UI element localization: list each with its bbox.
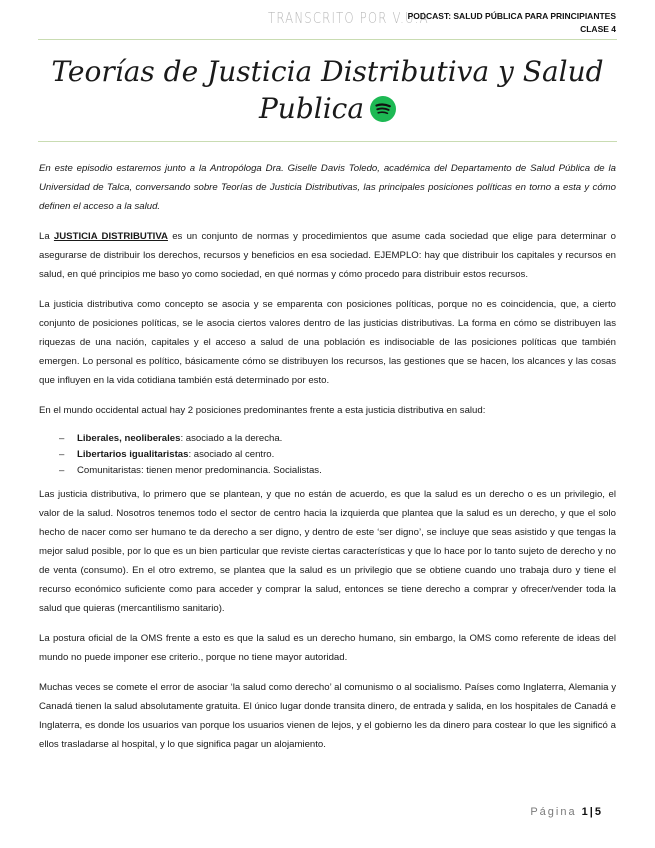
header-divider bbox=[38, 39, 617, 40]
definition-text: es un conjunto de normas y procedimientos que asume cada sociedad que elige para determinar o asegurarse de distribuir los derechos, recursos y beneficios en esa sociedad. EJEMPLO: hay que distribuir los capitales y recursos en salud, en qué principios me baso yo como sociedad, en qué normas y cómo procedo para distribuir estos recursos. bbox=[39, 231, 617, 280]
list-item-text: Comunitaristas: tienen menor predominancia. Socialistas. bbox=[77, 465, 322, 476]
spotify-icon bbox=[370, 96, 396, 122]
transcriber-credit: TRANSCRITO POR V.U.A bbox=[268, 9, 429, 27]
title-line-2 bbox=[38, 90, 617, 127]
list-dash: – bbox=[59, 449, 65, 460]
page-total: 5 bbox=[594, 806, 603, 818]
examples-paragraph: Muchas veces se comete el error de asociar ‘la salud como derecho’ al comunismo o al socialismo. Países como Inglaterra, Alemania y Canadá tienen la salud absolutamente gratuita. El único lugar donde transita dinero, de entrada y salida, en los hospitales de Canadá e Inglaterra, es donde los usuarios van porque los usuarios vienen de lejos, y el gobierno les da dinero para costear lo que les significó a ellos trasladarse al hospital, y lo que significa pagar un alojamiento. bbox=[39, 682, 616, 750]
list-dash: – bbox=[59, 433, 65, 444]
page-number: 1 bbox=[581, 806, 590, 818]
list-item bbox=[59, 463, 616, 479]
podcast-title: PODCAST: SALUD PÚBLICA PARA PRINCIPIANTES bbox=[407, 11, 616, 21]
title-line-1: Teorías de Justicia Distributiva y Salud bbox=[51, 55, 604, 88]
page-footer bbox=[530, 806, 603, 818]
list-item bbox=[59, 447, 616, 463]
title-divider bbox=[38, 141, 617, 142]
list-dash: – bbox=[59, 465, 65, 476]
list-item-text: : asociado a la derecha. bbox=[180, 433, 283, 444]
list-item bbox=[59, 431, 616, 447]
list-item-text: : asociado al centro. bbox=[188, 449, 275, 460]
page-label: Página bbox=[530, 806, 577, 818]
oms-paragraph: La postura oficial de la OMS frente a esto es que la salud es un derecho humano, sin embargo, la OMS como referente de ideas del mundo no puede imponer ese criterio., porque no tiene mayor autoridad. bbox=[39, 633, 616, 663]
definition-term: JUSTICIA DISTRIBUTIVA bbox=[53, 231, 168, 242]
definition-paragraph bbox=[39, 227, 616, 284]
class-label: CLASE 4 bbox=[580, 24, 616, 34]
title-line-2-text: Publica bbox=[258, 92, 365, 125]
page-separator: | bbox=[589, 806, 595, 818]
document-body bbox=[39, 159, 616, 765]
politics-paragraph: La justicia distributiva como concepto se asocia y se emparenta con posiciones políticas, porque no es coincidencia, que, a cierto conjunto de posiciones políticas, se le asocia ciertos valores dentro de las justicias distributivas. La forma en cómo se distribuyen las riquezas de una nación, capitales y el acceso a salud de una población es indisociable de las posiciones políticas que también emergen. Lo personal es político, básicamente cómo se distribuyen los recursos, las gestiones que se hacen, los alcances y las cosas que influyen en la vida cotidiana también está determinado por esto. bbox=[39, 299, 616, 386]
list-item-term: Liberales, neoliberales bbox=[77, 433, 181, 444]
list-item-term: Libertarios igualitaristas bbox=[77, 449, 189, 460]
positions-list bbox=[39, 431, 616, 479]
intro-paragraph: En este episodio estaremos junto a la Antropóloga Dra. Giselle Davis Toledo, académica del Departamento de Salud Pública de la Universidad de Talca, conversando sobre Teorías de Justicia Distributivas, las principales posiciones políticas en torno a esta y cómo definen el acceso a la salud. bbox=[39, 163, 616, 212]
document-title bbox=[38, 53, 617, 127]
positions-intro-paragraph: En el mundo occidental actual hay 2 posiciones predominantes frente a esta justicia distributiva en salud: bbox=[39, 405, 486, 416]
page-header bbox=[408, 10, 616, 36]
definition-lead: La bbox=[39, 231, 54, 242]
rights-paragraph: Las justicia distributiva, lo primero que se plantean, y que no están de acuerdo, es que la salud es un derecho o es un privilegio, el valor de la salud. Nosotros tenemos todo el sector de centro hacia la izquierda que plantea que la salud es un derecho, y que el solo hecho de nacer como ser humano te da derecho a ser digno, y dentro de este ‘ser digno’, se incluye que seas asistido y que tengas la mejor salud posible, por lo que es un bien particular que reviste ciertas características y que lo hace por lo tanto sujeto de derecho y no de venta (consumo). En el otro extremo, se plantea que la salud es un privilegio que se obtiene cuando uno trabaja duro y tiene el recurso económico suficiente como para acceder y comprar la salud, entonces se tiene derecho a comprar y ofrecer/vender toda la salud que quieras (mercantilismo sanitario). bbox=[39, 489, 616, 614]
